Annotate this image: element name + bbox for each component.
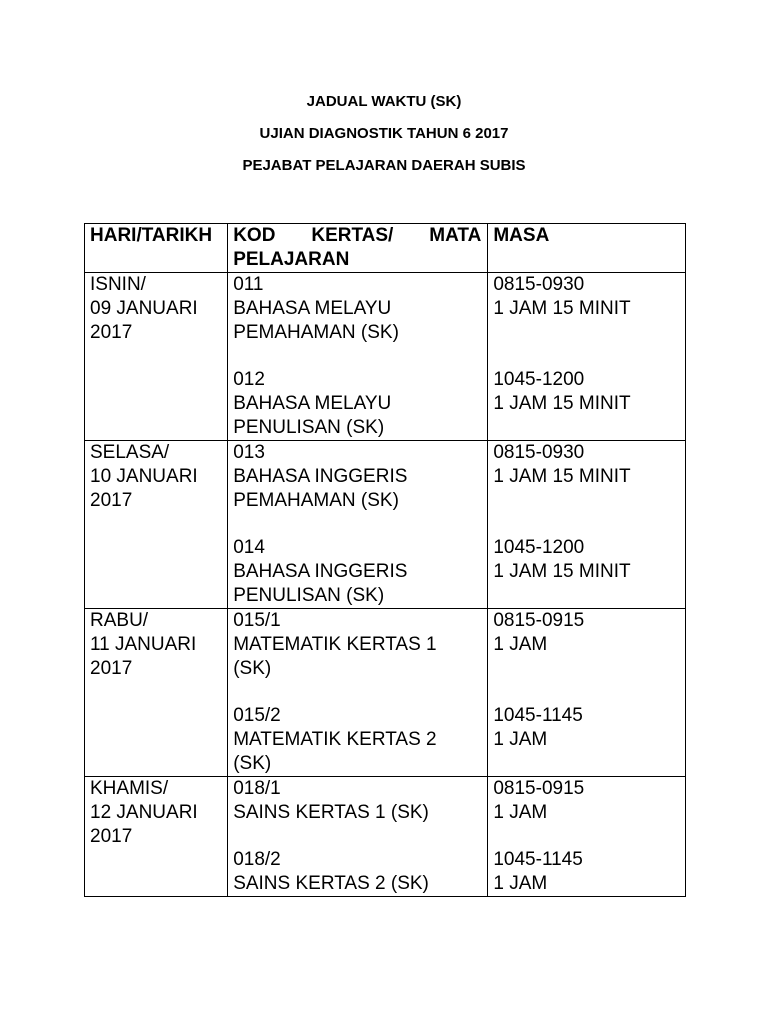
paper-line: PENULISAN (SK) (233, 417, 385, 438)
table-row (85, 609, 686, 777)
paper-line: BAHASA INGGERIS (233, 561, 408, 582)
paper-line: MATEMATIK KERTAS 1 (233, 634, 437, 655)
day-cell (85, 441, 228, 609)
time-line: 1 JAM (493, 873, 548, 894)
paper-cell (228, 777, 488, 897)
day-line: 2017 (90, 322, 133, 343)
paper-line: (SK) (233, 753, 272, 774)
time-line: 1045-1200 (493, 369, 585, 390)
document-titles (0, 92, 768, 188)
table-row (85, 777, 686, 897)
timetable (84, 223, 686, 897)
day-line: 2017 (90, 490, 133, 511)
table-row (85, 273, 686, 441)
day-line: ISNIN/ (90, 274, 146, 295)
paper-line: (SK) (233, 658, 272, 679)
day-line: 09 JANUARI (90, 298, 198, 319)
time-line: 1 JAM 15 MINIT (493, 298, 631, 319)
time-line: 1045-1145 (493, 705, 583, 726)
paper-line: 018/1 (233, 778, 281, 799)
time-line (493, 489, 685, 513)
paper-line: PENULISAN (SK) (233, 585, 385, 606)
time-line: 1 JAM (493, 802, 548, 823)
header-masa: MASA (488, 224, 686, 273)
day-line: KHAMIS/ (90, 778, 169, 799)
paper-cell (228, 273, 488, 441)
title-line: UJIAN DIAGNOSTIK TAHUN 6 2017 (259, 125, 509, 142)
day-line: 12 JANUARI (90, 802, 198, 823)
paper-line: BAHASA MELAYU (233, 393, 392, 414)
time-line: 1 JAM 15 MINIT (493, 393, 631, 414)
paper-line: 012 (233, 369, 265, 390)
time-line: 1045-1145 (493, 849, 583, 870)
header-row (85, 224, 686, 273)
time-line: 0815-0930 (493, 274, 585, 295)
time-line: 1 JAM (493, 729, 548, 750)
time-cell (488, 609, 686, 777)
paper-line: BAHASA INGGERIS (233, 466, 408, 487)
title-line: PEJABAT PELAJARAN DAERAH SUBIS (242, 157, 526, 174)
day-line: RABU/ (90, 610, 149, 631)
paper-line: 018/2 (233, 849, 281, 870)
day-cell (85, 777, 228, 897)
time-cell (488, 441, 686, 609)
paper-cell (228, 441, 488, 609)
time-line (493, 584, 685, 608)
time-line: 1 JAM 15 MINIT (493, 466, 631, 487)
paper-line: BAHASA MELAYU (233, 298, 392, 319)
time-line: 1 JAM (493, 634, 548, 655)
day-cell (85, 273, 228, 441)
day-line: 10 JANUARI (90, 466, 198, 487)
paper-line: 011 (233, 274, 264, 295)
paper-cell (228, 609, 488, 777)
paper-line: MATEMATIK KERTAS 2 (233, 729, 437, 750)
time-line (493, 321, 685, 345)
time-cell (488, 777, 686, 897)
paper-line: PEMAHAMAN (SK) (233, 490, 399, 511)
time-line (493, 752, 685, 776)
day-line: 11 JANUARI (90, 634, 197, 655)
time-line: 1 JAM 15 MINIT (493, 561, 631, 582)
paper-line: SAINS KERTAS 1 (SK) (233, 802, 429, 823)
time-cell (488, 273, 686, 441)
paper-line: 013 (233, 442, 265, 463)
time-line: 0815-0930 (493, 442, 585, 463)
paper-line: PEMAHAMAN (SK) (233, 322, 399, 343)
day-cell (85, 609, 228, 777)
time-line: 0815-0915 (493, 610, 585, 631)
time-line: 1045-1200 (493, 537, 585, 558)
paper-line: 015/2 (233, 705, 281, 726)
time-line (493, 416, 685, 440)
day-line: 2017 (90, 826, 133, 847)
paper-line: SAINS KERTAS 2 (SK) (233, 873, 429, 894)
day-line: 2017 (90, 658, 133, 679)
time-line (493, 657, 685, 681)
table-row (85, 441, 686, 609)
title-line: JADUAL WAKTU (SK) (306, 93, 462, 110)
paper-line: 015/1 (233, 610, 281, 631)
day-line: SELASA/ (90, 442, 170, 463)
paper-line: 014 (233, 537, 265, 558)
header-kod-kertas: KOD KERTAS/ MATA PELAJARAN (228, 224, 488, 273)
time-line: 0815-0915 (493, 778, 585, 799)
header-hari-tarikh: HARI/TARIKH (85, 224, 228, 273)
